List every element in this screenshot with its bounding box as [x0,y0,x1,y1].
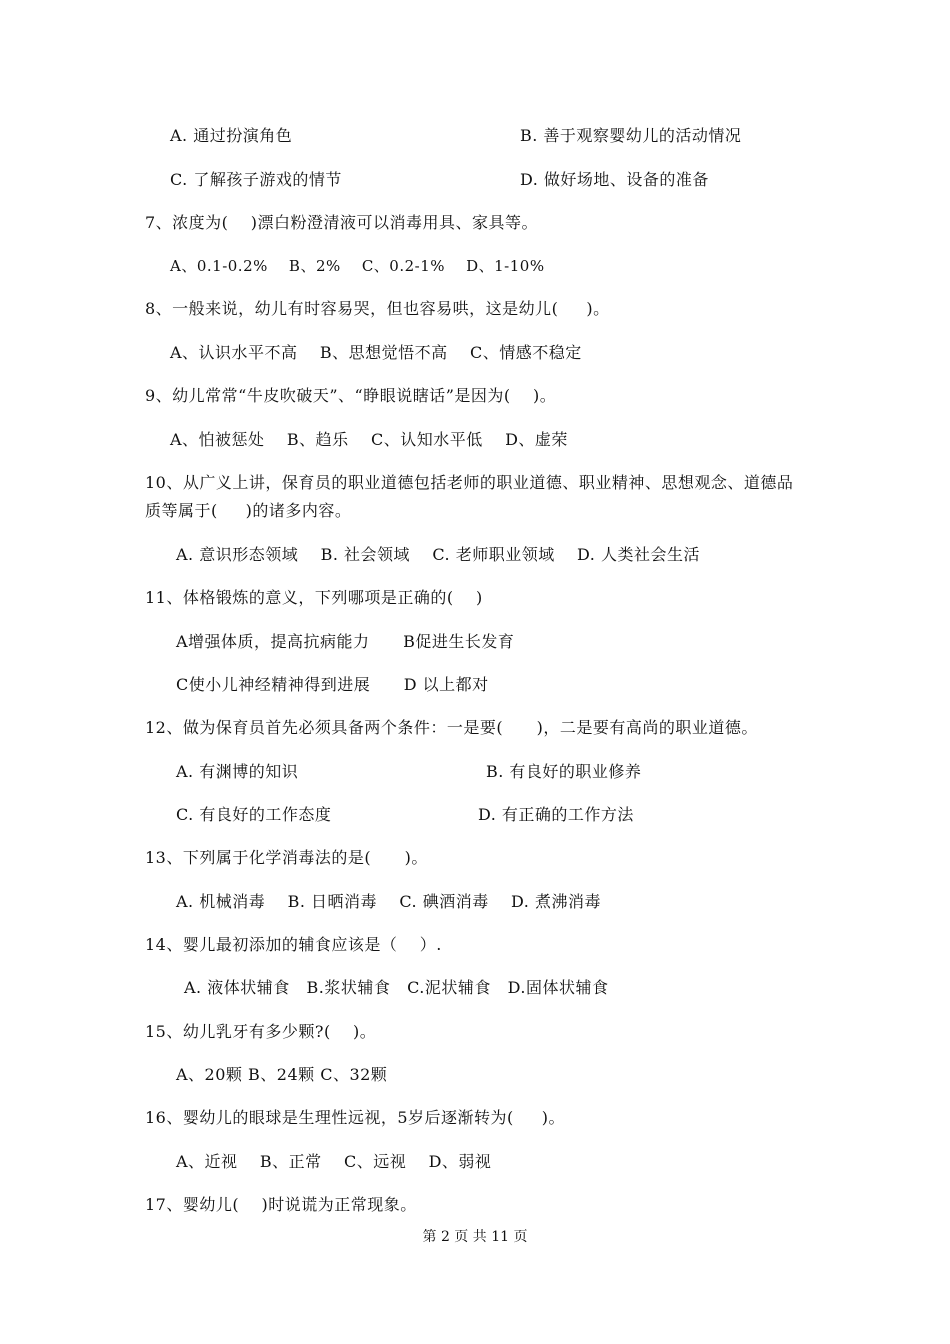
q9-options: A、怕被惩处 B、趋乐 C、认知水平低 D、虚荣 [170,430,568,449]
q12-option-c: C. 有良好的工作态度 [176,805,332,824]
q15-text: 15、幼儿乳牙有多少颗?( )。 [145,1022,377,1041]
q13-options: A. 机械消毒 B. 日晒消毒 C. 碘酒消毒 D. 煮沸消毒 [176,892,601,911]
q12-text: 12、做为保育员首先必须具备两个条件：一是要( )，二是要有高尚的职业道德。 [145,718,758,737]
q12-option-d: D. 有正确的工作方法 [478,805,634,824]
q10-options: A. 意识形态领域 B. 社会领域 C. 老师职业领域 D. 人类社会生活 [176,545,700,564]
q10-text-line2: 质等属于( )的诸多内容。 [145,501,352,520]
page-footer: 第 2 页 共 11 页 [422,1229,528,1245]
q11-options-cd: C使小儿神经精神得到进展 D 以上都对 [176,675,489,694]
q14-options: A. 液体状辅食 B.浆状辅食 C.泥状辅食 D.固体状辅食 [184,978,609,997]
q12-option-a: A. 有渊博的知识 [176,762,299,781]
q13-text: 13、下列属于化学消毒法的是( )。 [145,848,428,867]
q8-options: A、认识水平不高 B、思想觉悟不高 C、情感不稳定 [170,343,582,362]
q9-text: 9、幼儿常常“牛皮吹破天”、“睁眼说瞎话”是因为( )。 [145,386,557,405]
q16-options: A、近视 B、正常 C、远视 D、弱视 [176,1152,492,1171]
q14-text: 14、婴儿最初添加的辅食应该是（ ）. [145,935,442,954]
q11-options-ab: A增强体质，提高抗病能力 B促进生长发育 [176,632,515,651]
q7-text: 7、浓度为( )漂白粉澄清液可以消毒用具、家具等。 [145,213,539,232]
q8-text: 8、一般来说，幼儿有时容易哭，但也容易哄，这是幼儿( )。 [145,299,610,318]
q10-text-line1: 10、从广义上讲，保育员的职业道德包括老师的职业道德、职业精神、思想观念、道德品 [145,473,794,492]
q7-options: A、0.1-0.2% B、2% C、0.2-1% D、1-10% [170,257,545,275]
q11-text: 11、体格锻炼的意义，下列哪项是正确的( ) [145,588,483,607]
q6-option-c: C. 了解孩子游戏的情节 [170,170,342,189]
q17-text: 17、婴幼儿( )时说谎为正常现象。 [145,1195,417,1214]
q16-text: 16、婴幼儿的眼球是生理性远视，5岁后逐渐转为( )。 [145,1108,565,1127]
q12-option-b: B. 有良好的职业修养 [486,762,642,781]
q6-option-a: A. 通过扮演角色 [170,126,293,145]
q6-option-b: B. 善于观察婴幼儿的活动情况 [520,126,742,145]
q15-options: A、20颗 B、24颗 C、32颗 [176,1065,388,1084]
q6-option-d: D. 做好场地、设备的准备 [520,170,709,189]
